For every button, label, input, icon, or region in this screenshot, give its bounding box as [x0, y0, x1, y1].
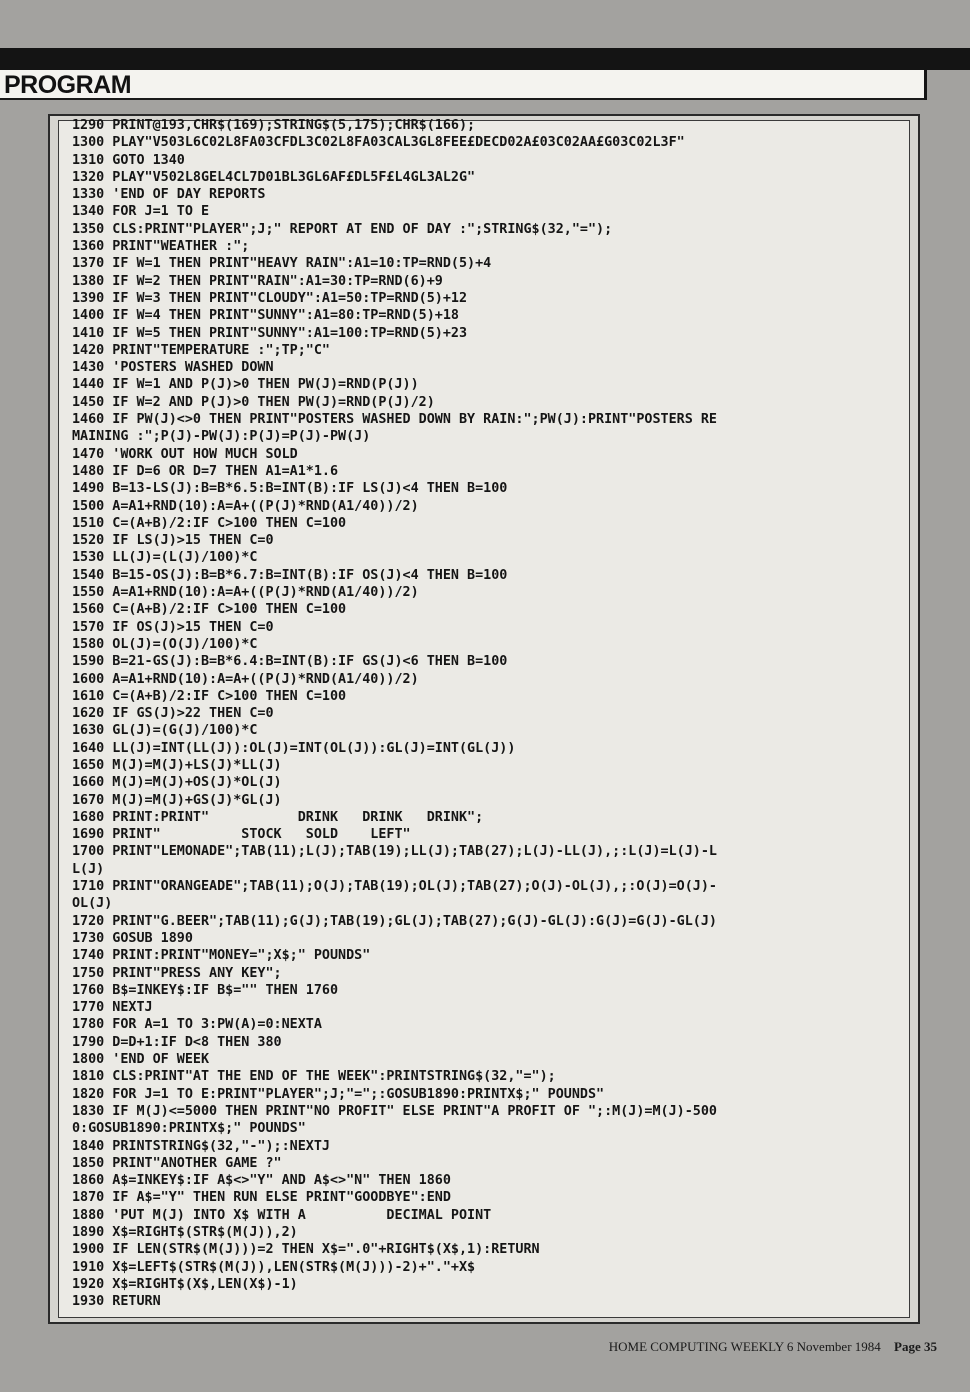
top-black-band	[0, 48, 970, 70]
code-line: 1790 D=D+1:IF D<8 THEN 380	[72, 1034, 282, 1050]
code-line: 1720 PRINT"G.BEER";TAB(11);G(J);TAB(19);GL(J);TAB(27);G(J)-GL(J):G(J)=G(J)-GL(J)	[72, 913, 717, 929]
code-line: 1710 PRINT"ORANGEADE";TAB(11);O(J);TAB(19);OL(J);TAB(27);O(J)-OL(J),;:O(J)=O(J)-	[72, 879, 717, 895]
code-line: 1740 PRINT:PRINT"MONEY=";X$;" POUNDS"	[72, 948, 371, 964]
code-line: 1830 IF M(J)<=5000 THEN PRINT"NO PROFIT" ELSE PRINT"A PROFIT OF ";:M(J)=M(J)-500	[72, 1103, 717, 1119]
code-line: 1930 RETURN	[72, 1294, 161, 1310]
code-line: 1330 'END OF DAY REPORTS	[72, 187, 266, 203]
code-line: 1450 IF W=2 AND P(J)>0 THEN PW(J)=RND(P(J)/2)	[72, 394, 435, 410]
code-line: 1770 NEXTJ	[72, 1000, 153, 1016]
code-line: 1810 CLS:PRINT"AT THE END OF THE WEEK":PRINTSTRING$(32,"=");	[72, 1069, 556, 1085]
header-divider	[924, 48, 927, 100]
code-line: 1440 IF W=1 AND P(J)>0 THEN PW(J)=RND(P(J))	[72, 377, 419, 393]
code-line: 1910 X$=LEFT$(STR$(M(J)),LEN(STR$(M(J)))-2)+"."+X$	[72, 1259, 476, 1275]
code-line: 1390 IF W=3 THEN PRINT"CLOUDY":A1=50:TP=RND(5)+12	[72, 290, 468, 306]
code-line: 1540 B=15-OS(J):B=B*6.7:B=INT(B):IF OS(J)<4 THEN B=100	[72, 567, 508, 583]
code-line: 1760 B$=INKEY$:IF B$="" THEN 1760	[72, 982, 339, 998]
code-line: 1310 GOTO 1340	[72, 152, 185, 168]
code-line: 1620 IF GS(J)>22 THEN C=0	[72, 706, 274, 722]
code-line: 1380 IF W=2 THEN PRINT"RAIN":A1=30:TP=RND(6)+9	[72, 273, 443, 289]
code-line: 1560 C=(A+B)/2:IF C>100 THEN C=100	[72, 602, 347, 618]
code-line: 1300 PLAY"V503L6C02L8FA03CFDL3C02L8FA03CAL3GL8FEE£DECD02A£03C02AA£G03C02L3F"	[72, 135, 685, 151]
code-line: 1920 X$=RIGHT$(X$,LEN(X$)-1)	[72, 1276, 298, 1292]
code-line: 1640 LL(J)=INT(LL(J)):OL(J)=INT(OL(J)):GL(J)=INT(GL(J))	[72, 740, 516, 756]
code-line: 1820 FOR J=1 TO E:PRINT"PLAYER";J;"=";:GOSUB1890:PRINTX$;" POUNDS"	[72, 1086, 605, 1102]
publication-line: HOME COMPUTING WEEKLY 6 November 1984	[608, 1339, 881, 1354]
code-line: 1480 IF D=6 OR D=7 THEN A1=A1*1.6	[72, 463, 339, 479]
code-line: 1370 IF W=1 THEN PRINT"HEAVY RAIN":A1=10:TP=RND(5)+4	[72, 256, 492, 272]
code-line: 1350 CLS:PRINT"PLAYER";J;" REPORT AT END OF DAY :";STRING$(32,"=");	[72, 221, 613, 237]
code-line: 1520 IF LS(J)>15 THEN C=0	[72, 533, 274, 549]
code-line: 1590 B=21-GS(J):B=B*6.4:B=INT(B):IF GS(J)<6 THEN B=100	[72, 654, 508, 670]
code-line: 1340 FOR J=1 TO E	[72, 204, 210, 220]
code-line: 1460 IF PW(J)<>0 THEN PRINT"POSTERS WASHED DOWN BY RAIN:";PW(J):PRINT"POSTERS RE	[72, 412, 717, 428]
code-line: 1800 'END OF WEEK	[72, 1052, 210, 1068]
code-line: 1430 'POSTERS WASHED DOWN	[72, 360, 274, 376]
code-line: 1650 M(J)=M(J)+LS(J)*LL(J)	[72, 757, 282, 773]
code-line: 1320 PLAY"V502L8GEL4CL7D01BL3GL6AF£DL5F£L4GL3AL2G"	[72, 169, 476, 185]
code-line: 1880 'PUT M(J) INTO X$ WITH A DECIMAL POINT	[72, 1207, 492, 1223]
code-line: 1530 LL(J)=(L(J)/100)*C	[72, 550, 258, 566]
code-line: 1470 'WORK OUT HOW MUCH SOLD	[72, 446, 298, 462]
code-line: 0:GOSUB1890:PRINTX$;" POUNDS"	[72, 1121, 306, 1137]
code-line: L(J)	[72, 861, 105, 877]
code-line: 1490 B=13-LS(J):B=B*6.5:B=INT(B):IF LS(J)<4 THEN B=100	[72, 481, 508, 497]
code-line: 1840 PRINTSTRING$(32,"-");:NEXTJ	[72, 1138, 330, 1154]
code-line: 1580 OL(J)=(O(J)/100)*C	[72, 636, 258, 652]
code-line: 1660 M(J)=M(J)+OS(J)*OL(J)	[72, 775, 282, 791]
code-line: 1550 A=A1+RND(10):A=A+((P(J)*RND(A1/40))/2)	[72, 585, 419, 601]
code-line: 1600 A=A1+RND(10):A=A+((P(J)*RND(A1/40))/2)	[72, 671, 419, 687]
code-line: 1750 PRINT"PRESS ANY KEY";	[72, 965, 282, 981]
code-line: 1700 PRINT"LEMONADE";TAB(11);L(J);TAB(19);LL(J);TAB(27);L(J)-LL(J),;:L(J)=L(J)-L	[72, 844, 717, 860]
code-line: 1410 IF W=5 THEN PRINT"SUNNY":A1=100:TP=RND(5)+23	[72, 325, 468, 341]
code-line: 1850 PRINT"ANOTHER GAME ?"	[72, 1155, 282, 1171]
page-footer	[609, 1339, 937, 1355]
code-line: 1780 FOR A=1 TO 3:PW(A)=0:NEXTA	[72, 1017, 322, 1033]
code-line: 1570 IF OS(J)>15 THEN C=0	[72, 619, 274, 635]
code-line: 1630 GL(J)=(G(J)/100)*C	[72, 723, 258, 739]
code-line: 1890 X$=RIGHT$(STR$(M(J)),2)	[72, 1225, 298, 1240]
code-line: 1610 C=(A+B)/2:IF C>100 THEN C=100	[72, 688, 347, 704]
page-number: Page 35	[894, 1339, 937, 1354]
code-line: 1900 IF LEN(STR$(M(J)))=2 THEN X$=".0"+RIGHT$(X$,1):RETURN	[72, 1242, 540, 1258]
code-line: 1360 PRINT"WEATHER :";	[72, 239, 250, 255]
code-line: 1690 PRINT" STOCK SOLD LEFT"	[72, 827, 411, 843]
code-line: 1730 GOSUB 1890	[72, 930, 193, 946]
section-header	[0, 70, 926, 100]
code-line: 1290 PRINT@193,CHR$(169);STRING$(5,175);CHR$(166);	[72, 118, 476, 133]
code-line: 1510 C=(A+B)/2:IF C>100 THEN C=100	[72, 515, 347, 531]
code-line: MAINING :";P(J)-PW(J):P(J)=P(J)-PW(J)	[72, 429, 371, 445]
section-title: PROGRAM	[4, 71, 132, 99]
code-line: 1680 PRINT:PRINT" DRINK DRINK DRINK";	[72, 809, 484, 825]
code-line: 1870 IF A$="Y" THEN RUN ELSE PRINT"GOODBYE":END	[72, 1190, 451, 1206]
code-line: 1500 A=A1+RND(10):A=A+((P(J)*RND(A1/40))/2)	[72, 498, 419, 514]
code-line: 1400 IF W=4 THEN PRINT"SUNNY":A1=80:TP=RND(5)+18	[72, 308, 459, 324]
code-line: 1420 PRINT"TEMPERATURE :";TP;"C"	[72, 342, 330, 358]
code-line: OL(J)	[72, 896, 113, 912]
code-line: 1670 M(J)=M(J)+GS(J)*GL(J)	[72, 792, 282, 808]
code-line: 1860 A$=INKEY$:IF A$<>"Y" AND A$<>"N" THEN 1860	[72, 1173, 451, 1189]
program-listing	[72, 117, 912, 1310]
